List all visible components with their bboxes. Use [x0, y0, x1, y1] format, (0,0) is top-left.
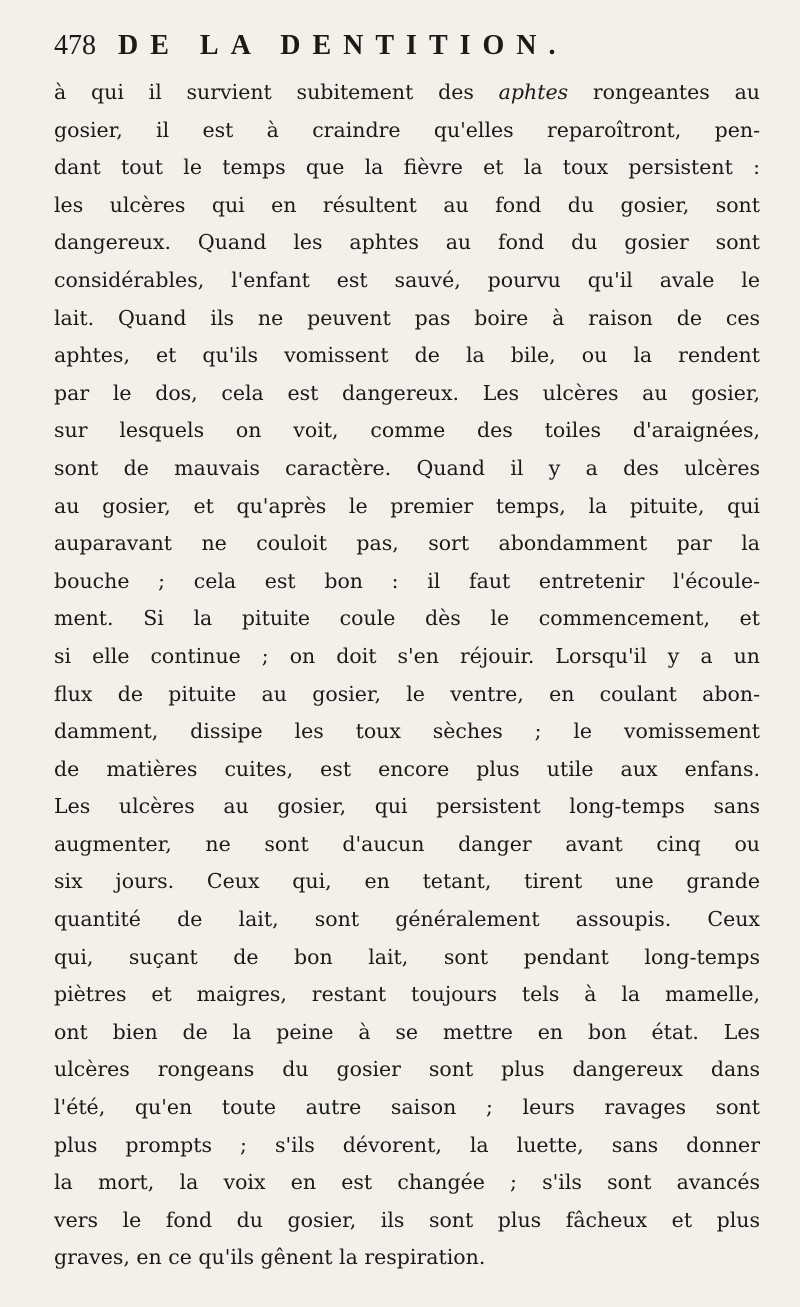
text-line: auparavant ne couloit pas, sort abondamment par la [54, 531, 760, 556]
text-line: six jours. Ceux qui, en tetant, tirent une grande [54, 869, 760, 894]
text-line: damment, dissipe les toux sèches ; le vomissement [54, 719, 760, 744]
running-title: DE LA DENTITION. [118, 30, 568, 61]
text-line: dangereux. Quand les aphtes au fond du gosier sont [54, 230, 760, 255]
text-line: par le dos, cela est dangereux. Les ulcères au gosier, [54, 380, 760, 405]
text-line: ont bien de la peine à se mettre en bon état. Les [54, 1019, 760, 1044]
text-line: vers le fond du gosier, ils sont plus fâcheux et plus [54, 1207, 760, 1232]
text-line: l'été, qu'en toute autre saison ; leurs ravages sont [54, 1095, 760, 1120]
text-line: ment. Si la pituite coule dès le commencement, et [54, 606, 760, 631]
text-line: plus prompts ; s'ils dévorent, la luette, sans donner [54, 1132, 760, 1157]
text-line: sont de mauvais caractère. Quand il y a des ulcères [54, 455, 760, 480]
text-line: lait. Quand ils ne peuvent pas boire à raison de ces [54, 305, 760, 330]
text-line: les ulcères qui en résultent au fond du gosier, sont [54, 192, 760, 217]
text-line: qui, suçant de bon lait, sont pendant long-temps [54, 944, 760, 969]
text-line: au gosier, et qu'après le premier temps, la pituite, qui [54, 493, 760, 518]
text-line: bouche ; cela est bon : il faut entretenir l'écoule- [54, 568, 760, 593]
text-line: Les ulcères au gosier, qui persistent long-temps sans [54, 794, 760, 819]
text-line: considérables, l'enfant est sauvé, pourvu qu'il avale le [54, 267, 760, 292]
text-line: piètres et maigres, restant toujours tels à la mamelle, [54, 982, 760, 1007]
text-line: si elle continue ; on doit s'en réjouir. Lorsqu'il y a un [54, 643, 760, 668]
text-line: à qui il survient subitement des aphtes rongeantes au [54, 80, 760, 104]
running-head [54, 30, 760, 70]
page-number: 478 [54, 30, 96, 61]
text-line: sur lesquels on voit, comme des toiles d'araignées, [54, 418, 760, 443]
text-line: augmenter, ne sont d'aucun danger avant cinq ou [54, 831, 760, 856]
emphasis-aphtes: aphtes [498, 80, 569, 104]
text-line: flux de pituite au gosier, le ventre, en coulant abon- [54, 681, 760, 706]
text-line: de matières cuites, est encore plus utile aux enfans. [54, 756, 760, 781]
text-line: ulcères rongeans du gosier sont plus dangereux dans [54, 1057, 760, 1082]
text-line: quantité de lait, sont généralement assoupis. Ceux [54, 907, 760, 932]
body-text [54, 74, 760, 1277]
text-line: dant tout le temps que la fièvre et la toux persistent : [54, 155, 760, 180]
text-line: la mort, la voix en est changée ; s'ils sont avancés [54, 1170, 760, 1195]
text-line: gosier, il est à craindre qu'elles reparoîtront, pen- [54, 117, 760, 142]
text-line: graves, en ce qu'ils gênent la respiration. [54, 1245, 486, 1270]
text-line: aphtes, et qu'ils vomissent de la bile, ou la rendent [54, 343, 760, 368]
